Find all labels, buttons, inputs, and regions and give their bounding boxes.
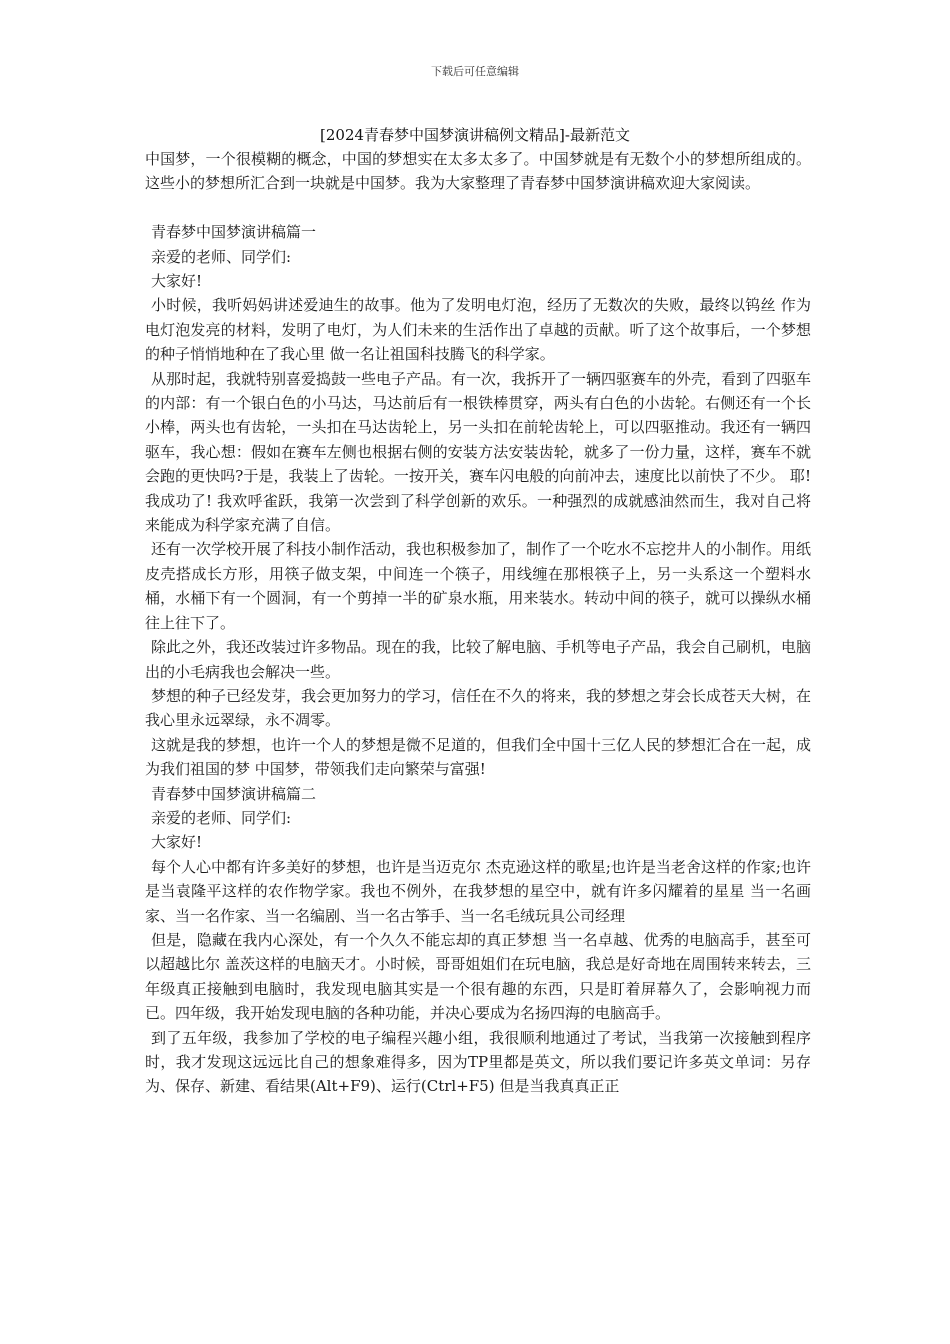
section-heading-2: 青春梦中国梦演讲稿篇二	[151, 784, 317, 803]
document-title: [2024青春梦中国梦演讲稿例文精品]-最新范文	[320, 126, 630, 144]
document-body	[145, 147, 811, 1099]
paragraph: 梦想的种子已经发芽，我会更加努力的学习，信任在不久的将来，我的梦想之芽会长成苍天大树，在我心里永远翠绿，永不凋零。	[145, 686, 812, 730]
salutation-2: 亲爱的老师、同学们:	[151, 808, 292, 827]
paragraph: 除此之外，我还改装过许多物品。现在的我，比较了解电脑、手机等电子产品，我会自己刷机，电脑出的小毛病我也会解决一些。	[145, 638, 812, 681]
greeting-1: 大家好!	[151, 272, 203, 291]
section-heading-1: 青春梦中国梦演讲稿篇一	[151, 223, 317, 242]
blank-line	[145, 196, 811, 220]
paragraph: 小时候，我听妈妈讲述爱迪生的故事。他为了发明电灯泡，经历了无数次的失败，最终以钨丝 作为电灯泡发亮的材料，发明了电灯，为人们未来的生活作出了卓越的贡献。听了这个故事后，一个梦想的种子悄悄地种在了我心里 做一名让祖国科技腾飞的科学家。	[145, 296, 811, 364]
greeting-2: 大家好!	[151, 833, 203, 852]
intro-paragraph: 中国梦，一个很模糊的概念，中国的梦想实在太多太多了。中国梦就是有无数个小的梦想所组成的。这些小的梦想所汇合到一块就是中国梦。我为大家整理了青春梦中国梦演讲稿欢迎大家阅读。	[145, 150, 811, 193]
paragraph: 到了五年级，我参加了学校的电子编程兴趣小组，我很顺利地通过了考试，当我第一次接触到程序时，我才发现这远远比自己的想象难得多，因为TP里都是英文，所以我们要记许多英文单词：另存为、保存、新建、看结果(Alt+F9)、运行(Ctrl+F5) 但是当我真真正正	[145, 1028, 811, 1096]
salutation-1: 亲爱的老师、同学们:	[151, 247, 292, 266]
paragraph: 还有一次学校开展了科技小制作活动，我也积极参加了，制作了一个吃水不忘挖井人的小制作。用纸皮壳搭成长方形，用筷子做支架，中间连一个筷子，用线缠在那根筷子上，另一头系这一个塑料水桶，水桶下有一个圆洞，有一个剪掉一半的矿泉水瓶，用来装水。转动中间的筷子，就可以操纵水桶往上往下了。	[145, 540, 812, 632]
paragraph: 从那时起，我就特别喜爱捣鼓一些电子产品。有一次，我拆开了一辆四驱赛车的外壳，看到了四驱车的内部：有一个银白色的小马达，马达前后有一根铁棒贯穿，两头有白色的小齿轮。右侧还有一个长小棒，两头也有齿轮，一头扣在马达齿轮上，另一头扣在前轮齿轮上，可以四驱推动。我还有一辆四驱车，我心想：假如在赛车左侧也根据右侧的安装方法安装齿轮，就多了一份力量，这样，赛车不就会跑的更快吗?于是，我装上了齿轮。一按开关，赛车闪电般的向前冲去，速度比以前快了不少。 耶!我成功了! 我欢呼雀跃，我第一次尝到了科学创新的欢乐。一种强烈的成就感油然而生，我对自己将来能成为科学家充满了自信。	[145, 369, 812, 535]
page-header-note: 下载后可任意编辑	[431, 65, 519, 78]
paragraph: 这就是我的梦想，也许一个人的梦想是微不足道的，但我们全中国十三亿人民的梦想汇合在一起，成为我们祖国的梦 中国梦，带领我们走向繁荣与富强!	[145, 735, 812, 779]
paragraph: 但是，隐藏在我内心深处，有一个久久不能忘却的真正梦想 当一名卓越、优秀的电脑高手，甚至可以超越比尔 盖茨这样的电脑天才。小时候，哥哥姐姐们在玩电脑，我总是好奇地在周围转来转去，三年级真正接触到电脑时，我发现电脑其实是一个很有趣的东西，只是盯着屏幕久了，会影响视力而已。四年级，我开始发现电脑的各种功能，并决心要成为名扬四海的电脑高手。	[145, 930, 811, 1023]
paragraph: 每个人心中都有许多美好的梦想，也许是当迈克尔 杰克逊这样的歌星;也许是当老舍这样的作家;也许是当袁隆平这样的农作物学家。我也不例外，在我梦想的星空中，就有许多闪耀着的星星 当一名画家、当一名作家、当一名编剧、当一名古筝手、当一名毛绒玩具公司经理	[145, 857, 811, 925]
